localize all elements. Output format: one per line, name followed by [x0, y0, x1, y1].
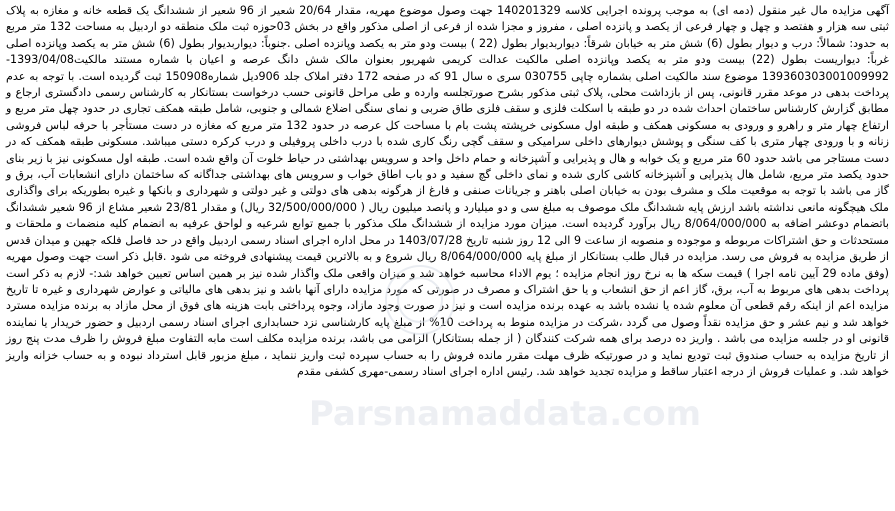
auction-notice-text: آگهی مزایده مال غیر منقول (دمه ای) به موجب پرونده اجرایی کلاسه 140201329 جهت وصول موضوع مهریه، مقدار 20/64 شعیر از 96 شعیر از ششدانگ یک قطعه خانه و مغازه به پلاک ثبتی سه هزار و هفتصد و چهل و چهار فرعی از یکصد و پانزده اصلی ، مفروز و مجزا شده از فرعی از اصلی مذکور واقع در بخش 03حوزه ثبت ملک منطقه دو اردبیل به مساحت 132 متر مربع به حدود: شمالاً: درب و دیوار بطول (6) شش متر به خیابان شرقاً: دیواربدیوار بطول (22 ) بیست ودو متر به یکصد وپانزده اصلی .جنوباً: دیواربدیوار بطول (6) شش متر به یکصد وپانزده اصلی غرباً: دیواریست بطول (22) بیست ودو متر به یکصد وپانزده اصلی مالکیت عدالت کریمی شهریور بعنوان مالک شش دانگ عرصه و اعیان با شماره مستند مالکیت1393/04/08-139360303001009992 موضوع سند مالکیت اصلی بشماره چاپی 030755 سری ه سال 91 که در صفحه 172 دفتر املاک جلد 906دیل شماره150908 ثبت گردیده است. با توجه به عدم پرداخت بدهی در موعد مقرر قانونی، پس از بازداشت محلی، پلاک ثبتی مذکور بشرح صورتجلسه وارده و طی مراحل قانونی حسب درخواست بستانکار به کارشناس رسمی دادگستری ارجاع و مطابق گزارش کارشناس ساختمان احداث شده در دو طبقه با اسکلت فلزی و سقف فلزی طاق ضربی و نمای سنگی اضلاع شمالی و جنوبی، شامل طبقه همکف تجاری در حدود چهل متر مربع و ارتفاع چهار متر و راهرو و ورودی به مسکونی همکف و طبقه اول مسکونی خرپشته پشت بام با مساحت کل عرصه در حدود 132 متر مربع که مغازه در دست مستأجر با حرفه لباس فروشی زنانه و با ورودی چهار متری با کف سنگی و پوشش دیوارهای داخلی سرامیکی و سقف گچی رنگ کاری شده با درب داخلی پروفیلی و درب کرکره دستی میباشد. مسکونی طبقه همکف که در دست مستاجر می باشد حدود 60 متر مربع و یک خوابه و هال و پذیرایی و آشپزخانه و حمام داخل واحد و سرویس بهداشتی در حیاط خلوت آن واقع شده است. طبقه اول مسکونی نیز با زیر بنای حدود یکصد متر مربع، شامل هال پذیرایی و آشپزخانه کاشی کاری شده و نمای داخلی گچ سفید و دو باب اطاق خواب و سرویس های بهداشتی جداگانه که ساختمان دارای انشعابات آب، برق و گاز می باشد با توجه به موقعیت ملک و مشرف بودن به خیابان اصلی باهنر و جریانات صنفی و فارغ از هرگونه بدهی های دولتی و غیر دولتی و شهرداری و بانکها و غیره بطوریکه برای واگذاری ملک هیچگونه مانعی نداشته باشد ارزش پایه ششدانگ ملک موصوف به مبلغ سی و دو میلیارد و پانصد میلیون ریال ( 32/500/000/000 ریال) و مقدار 23/81 شعیر مشاع از 96 شعیر ششدانگ باتضمام دوعشر اضافه به 8/064/000/000 ریال برآورد گردیده است. میزان مورد مزایده از ششدانگ ملک مذکور با جمیع توابع شرعیه و لواحق عرفیه به انضمام کلیه منضمات و ملحقات و مستحدثات و حق اشتراکات مربوطه و موجوده و منصوبه از ساعت 9 الی 12 روز شنبه تاریخ 1403/07/28 در محل اداره اجرای اسناد رسمی اردبیل واقع در حد فاصل فلکه جهین و میدان قدس از طریق مزایده به فروش می رسد. مزایده در قبال طلب بستانکار از مبلغ پایه 8/064/000/000 ریال شروع و به بالاترین قیمت پیشنهادی فروخته می شود .قابل ذکر است جهت وصول مهریه (وفق ماده 29 آیین نامه اجرا ) قیمت سکه ها به نرخ روز انجام مزایده ؛ یوم الاداء محاسبه خواهد شد و میزان واقعی ملک واگذار شده نیز بر همین اساس تعیین خواهد شد:- لازم به ذکر است پرداخت بدهی های مربوط به آب، برق، گاز اعم از حق انشعاب و یا حق اشتراک و مصرف در صورتی که مورد مزایده دارای آنها باشد و نیز بدهی های مالیاتی و عوارض شهرداری و غیره تا تاریخ مزایده اعم از اینکه رقم قطعی آن معلوم شده یا نشده باشد به عهده برنده مزایده است و نیز در صورت وجود مازاد، وجوه پرداختی بابت هزینه های فوق از محل مازاد به برنده مزایده مسترد خواهد شد و نیم عشر و حق مزایده نقداً وصول می گردد ،شرکت در مزایده منوط به پرداخت 10% از مبلغ پایه کارشناسی نزد حسابداری اجرای اسناد رسمی اردبیل و حضور خریدار یا نماینده قانونی او در جلسه مزایده می باشد . واریز ده درصد برای همه شرکت کنندگان ( از جمله بستانکار) الزامی می باشد، برنده مزایده مکلف است مابه التفاوت مبلغ فروش را ظرف مدت پنج روز از تاریخ مزایده به حساب صندوق ثبت تودیع نماید و در صورتیکه ظرف مهلت مقرر مانده فروش را به حساب سپرده ثبت واریز ننماید ، مبلغ مزبور قابل استرداد نبوده و به حساب خزانه واریز خواهد شد. و عملیات فروش از درجه اعتبار ساقط و مزایده تجدید خواهد شد. رئیس اداره اجرای اسناد رسمی-مهری کشفی مقدم — [6, 4, 890, 378]
watermark-text: Parsnamaddata.com — [308, 394, 702, 434]
